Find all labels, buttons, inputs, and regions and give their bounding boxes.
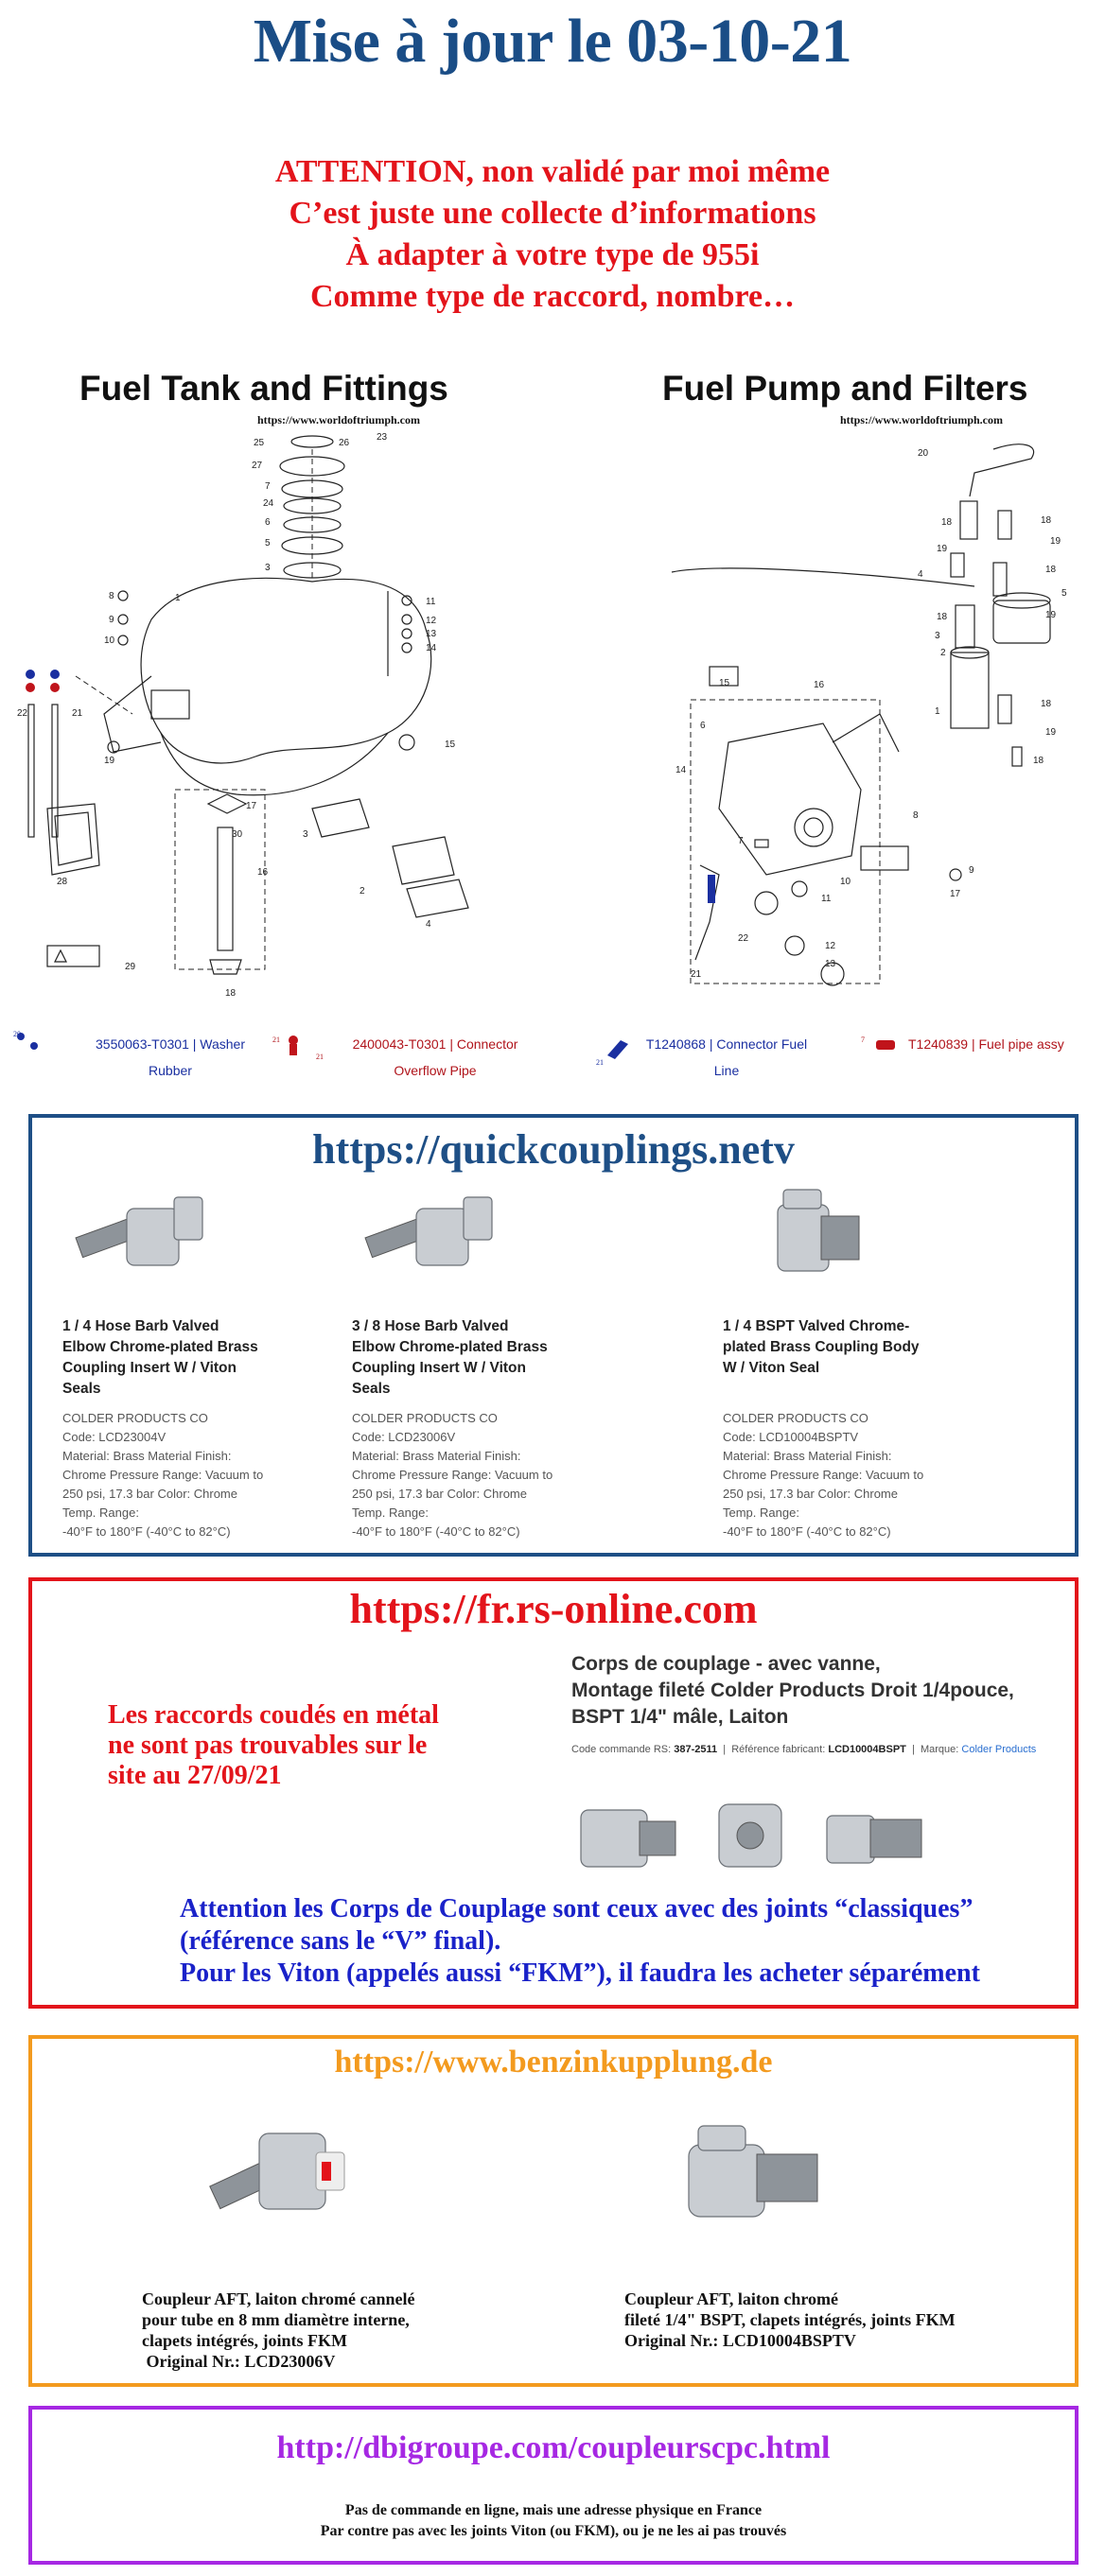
svg-text:18: 18 bbox=[225, 988, 237, 999]
desc-line: Coupleur AFT, laiton chromé bbox=[624, 2289, 839, 2308]
svg-text:17: 17 bbox=[246, 801, 257, 811]
svg-text:17: 17 bbox=[950, 889, 961, 899]
product-desc-line: Temp. Range: bbox=[352, 1506, 429, 1520]
rs-unavailable-note bbox=[108, 1700, 439, 1791]
rs-brand-label: Marque: bbox=[920, 1744, 959, 1755]
product-desc-line: Temp. Range: bbox=[723, 1506, 799, 1520]
product-name-line: W / Viton Seal bbox=[723, 1360, 820, 1376]
legend-item-fuel-pipe bbox=[908, 1031, 1097, 1057]
desc-line: fileté 1/4" BSPT, clapets intégrés, joints FKM bbox=[624, 2310, 956, 2329]
svg-text:2: 2 bbox=[940, 648, 946, 658]
svg-text:16: 16 bbox=[257, 867, 269, 878]
rs-title-line: Montage fileté Colder Products Droit 1/4pouce, bbox=[571, 1680, 1014, 1701]
product-desc-line: -40°F to 180°F (-40°C to 82°C) bbox=[62, 1524, 231, 1539]
svg-text:25: 25 bbox=[254, 438, 265, 448]
product-desc-line: Chrome Pressure Range: Vacuum to bbox=[352, 1468, 553, 1482]
svg-text:7: 7 bbox=[738, 836, 744, 846]
legend-line: T1240868 | Connector Fuel bbox=[645, 1036, 808, 1052]
svg-text:29: 29 bbox=[125, 962, 136, 972]
product-desc-line: Material: Brass Material Finish: bbox=[62, 1449, 232, 1463]
svg-text:3: 3 bbox=[303, 829, 308, 840]
svg-text:20: 20 bbox=[13, 1030, 21, 1038]
warning-line: À adapter à votre type de 955i bbox=[345, 237, 760, 272]
desc-line: Original Nr.: LCD23006V bbox=[142, 2352, 336, 2371]
svg-text:12: 12 bbox=[825, 941, 836, 951]
rs-code-label: Code commande RS: bbox=[571, 1744, 672, 1755]
svg-text:19: 19 bbox=[1045, 610, 1057, 620]
product-name-line: Seals bbox=[62, 1381, 101, 1397]
note-line: Pour les Viton (appelés aussi “FKM”), il faudra les acheter séparément bbox=[180, 1958, 980, 1988]
svg-text:11: 11 bbox=[821, 894, 832, 904]
svg-text:9: 9 bbox=[969, 865, 974, 876]
dbigroupe-description bbox=[32, 2500, 1075, 2542]
rs-codes: Code commande RS: 387-2511 | Référence fabricant: LCD10004BSPT | Marque: Colder Products bbox=[571, 1744, 1037, 1755]
rs-code-value: 387-2511 bbox=[674, 1744, 718, 1755]
svg-text:19: 19 bbox=[104, 756, 115, 766]
fuel-pump-diagram-url: https://www.worldoftriumph.com bbox=[840, 413, 1004, 426]
quickcouplings-url[interactable]: https://quickcouplings.netv bbox=[312, 1126, 795, 1173]
desc-line: Par contre pas avec les joints Viton (ou FKM), ou je ne les ai pas trouvés bbox=[320, 2523, 787, 2539]
svg-text:1: 1 bbox=[175, 593, 181, 603]
product-code: Code: LCD10004BSPTV bbox=[723, 1430, 859, 1444]
product-name bbox=[723, 1316, 920, 1379]
product-name bbox=[62, 1316, 258, 1400]
desc-line: clapets intégrés, joints FKM bbox=[142, 2331, 347, 2350]
svg-text:10: 10 bbox=[840, 877, 851, 887]
benzin-product-image-body bbox=[675, 2113, 836, 2236]
warning-line: C’est juste une collecte d’informations bbox=[289, 196, 816, 231]
page-title: Mise à jour le 03-10-21 bbox=[253, 7, 852, 76]
legend-line: Overflow Pipe bbox=[394, 1063, 477, 1078]
svg-text:18: 18 bbox=[941, 517, 953, 528]
product-desc-line: 250 psi, 17.3 bar Color: Chrome bbox=[352, 1487, 527, 1501]
svg-text:4: 4 bbox=[918, 569, 923, 580]
product-desc-line: 250 psi, 17.3 bar Color: Chrome bbox=[723, 1487, 898, 1501]
svg-text:14: 14 bbox=[426, 643, 437, 653]
svg-text:14: 14 bbox=[675, 765, 687, 775]
warning-line: ATTENTION, non validé par moi même bbox=[274, 154, 831, 189]
svg-text:19: 19 bbox=[1050, 536, 1061, 547]
svg-text:18: 18 bbox=[1033, 756, 1044, 766]
svg-text:18: 18 bbox=[1041, 515, 1052, 526]
desc-line: Original Nr.: LCD10004BSPTV bbox=[624, 2331, 856, 2350]
product-name-line: 3 / 8 Hose Barb Valved bbox=[352, 1318, 509, 1334]
product-meta bbox=[62, 1409, 263, 1541]
svg-text:7: 7 bbox=[265, 481, 271, 492]
benzin-right-description bbox=[624, 2289, 956, 2351]
svg-text:18: 18 bbox=[937, 612, 948, 622]
svg-text:5: 5 bbox=[265, 538, 271, 548]
washer-thumbnail-icon bbox=[13, 1029, 45, 1055]
product-image-elbow-3-8 bbox=[360, 1188, 520, 1282]
product-name-line: Seals bbox=[352, 1381, 391, 1397]
svg-text:15: 15 bbox=[719, 678, 730, 688]
dbigroupe-section bbox=[28, 2406, 1079, 2565]
product-brand: COLDER PRODUCTS CO bbox=[352, 1411, 498, 1425]
legend-line: 3550063-T0301 | Washer bbox=[96, 1036, 245, 1052]
svg-text:19: 19 bbox=[937, 544, 948, 554]
product-meta bbox=[723, 1409, 923, 1541]
product-name-line: Elbow Chrome-plated Brass bbox=[62, 1339, 258, 1355]
legend-line: 2400043-T0301 | Connector bbox=[352, 1036, 518, 1052]
svg-text:27: 27 bbox=[252, 461, 263, 471]
rs-product-image-1 bbox=[571, 1791, 685, 1882]
legend-line: Rubber bbox=[149, 1063, 192, 1078]
svg-text:21: 21 bbox=[72, 708, 83, 719]
svg-text:5: 5 bbox=[1061, 588, 1067, 599]
note-line: site au 27/09/21 bbox=[108, 1761, 282, 1790]
note-line: Attention les Corps de Couplage sont ceux avec des joints “classiques” bbox=[180, 1894, 973, 1923]
connector-overflow-thumbnail-icon bbox=[269, 1031, 335, 1061]
product-name-line: Elbow Chrome-plated Brass bbox=[352, 1339, 548, 1355]
product-name-line: Coupling Insert W / Viton bbox=[352, 1360, 526, 1376]
svg-text:18: 18 bbox=[1045, 565, 1057, 575]
rs-product-image-2 bbox=[700, 1791, 804, 1882]
product-desc-line: Temp. Range: bbox=[62, 1506, 139, 1520]
svg-text:19: 19 bbox=[1045, 727, 1057, 738]
product-name-line: 1 / 4 BSPT Valved Chrome- bbox=[723, 1318, 910, 1334]
rs-title-line: BSPT 1/4" mâle, Laiton bbox=[571, 1706, 789, 1728]
benzin-left-description bbox=[142, 2289, 415, 2372]
product-desc-line: Material: Brass Material Finish: bbox=[352, 1449, 521, 1463]
benzinkupplung-url[interactable]: https://www.benzinkupplung.de bbox=[334, 2045, 773, 2080]
svg-text:30: 30 bbox=[232, 829, 243, 840]
svg-text:21: 21 bbox=[272, 1036, 280, 1044]
svg-text:26: 26 bbox=[339, 438, 350, 448]
product-desc-line: Chrome Pressure Range: Vacuum to bbox=[62, 1468, 264, 1482]
svg-text:18: 18 bbox=[1041, 699, 1052, 709]
desc-line: Pas de commande en ligne, mais une adresse physique en France bbox=[344, 2502, 763, 2518]
svg-text:23: 23 bbox=[377, 432, 388, 443]
product-image-body-bspt bbox=[761, 1178, 874, 1292]
quickcouplings-section bbox=[28, 1114, 1079, 1557]
svg-text:4: 4 bbox=[426, 919, 431, 930]
product-name-line: 1 / 4 Hose Barb Valved bbox=[62, 1318, 219, 1334]
svg-text:21: 21 bbox=[316, 1053, 324, 1061]
rs-online-section bbox=[28, 1577, 1079, 2009]
svg-text:9: 9 bbox=[109, 615, 114, 625]
desc-line: pour tube en 8 mm diamètre interne, bbox=[142, 2310, 410, 2329]
note-line: (référence sans le “V” final). bbox=[180, 1926, 501, 1956]
warning-line: Comme type de raccord, nombre… bbox=[309, 279, 796, 314]
fuel-tank-diagram-title: Fuel Tank and Fittings bbox=[79, 369, 448, 408]
product-code: Code: LCD23006V bbox=[352, 1430, 456, 1444]
svg-text:20: 20 bbox=[918, 448, 929, 459]
svg-text:21: 21 bbox=[691, 969, 702, 980]
rs-title-line: Corps de couplage - avec vanne, bbox=[571, 1653, 881, 1675]
svg-text:3: 3 bbox=[265, 563, 271, 573]
svg-text:8: 8 bbox=[109, 591, 114, 601]
svg-text:11: 11 bbox=[426, 597, 436, 607]
rs-mfr-label: Référence fabricant: bbox=[731, 1744, 826, 1755]
product-desc-line: -40°F to 180°F (-40°C to 82°C) bbox=[352, 1524, 520, 1539]
legend-item-connector-overflow bbox=[341, 1031, 530, 1084]
fuel-pipe-thumbnail-icon bbox=[857, 1033, 904, 1055]
product-meta bbox=[352, 1409, 552, 1541]
svg-text:15: 15 bbox=[445, 740, 456, 750]
product-desc-line: Chrome Pressure Range: Vacuum to bbox=[723, 1468, 924, 1482]
svg-text:1: 1 bbox=[935, 706, 940, 717]
svg-text:21: 21 bbox=[596, 1058, 604, 1067]
dbigroupe-url[interactable]: http://dbigroupe.com/coupleurscpc.html bbox=[276, 2430, 831, 2465]
product-desc-line: Material: Brass Material Finish: bbox=[723, 1449, 892, 1463]
rs-product-title bbox=[571, 1651, 1014, 1731]
svg-text:28: 28 bbox=[57, 877, 68, 887]
rs-viton-note bbox=[180, 1893, 980, 1990]
benzinkupplung-section bbox=[28, 2035, 1079, 2387]
legend-item-connector-fuel-line bbox=[632, 1031, 821, 1084]
desc-line: Coupleur AFT, laiton chromé cannelé bbox=[142, 2289, 415, 2308]
fuel-pump-diagram-title: Fuel Pump and Filters bbox=[662, 369, 1028, 408]
product-desc-line: -40°F to 180°F (-40°C to 82°C) bbox=[723, 1524, 891, 1539]
svg-text:2: 2 bbox=[360, 886, 365, 896]
legend-item-washer bbox=[76, 1031, 265, 1084]
svg-text:13: 13 bbox=[426, 629, 437, 639]
product-image-elbow-1-4 bbox=[70, 1188, 231, 1282]
svg-text:22: 22 bbox=[738, 933, 749, 944]
svg-text:10: 10 bbox=[104, 635, 115, 646]
svg-text:8: 8 bbox=[913, 810, 919, 821]
legend-line: Line bbox=[713, 1063, 740, 1078]
svg-text:6: 6 bbox=[265, 517, 271, 528]
note-line: Les raccords coudés en métal bbox=[108, 1700, 439, 1730]
product-code: Code: LCD23004V bbox=[62, 1430, 167, 1444]
rs-brand-link[interactable]: Colder Products bbox=[961, 1744, 1037, 1755]
svg-text:3: 3 bbox=[935, 631, 940, 641]
warning-block bbox=[0, 151, 1105, 318]
svg-text:7: 7 bbox=[861, 1036, 865, 1044]
product-name-line: plated Brass Coupling Body bbox=[723, 1339, 920, 1355]
product-brand: COLDER PRODUCTS CO bbox=[723, 1411, 868, 1425]
product-name-line: Coupling Insert W / Viton bbox=[62, 1360, 237, 1376]
svg-text:12: 12 bbox=[426, 616, 437, 626]
fuel-tank-diagram-url: https://www.worldoftriumph.com bbox=[257, 413, 421, 426]
rs-product-image-3 bbox=[817, 1791, 931, 1882]
rs-mfr-value: LCD10004BSPT bbox=[828, 1744, 906, 1755]
svg-text:13: 13 bbox=[825, 959, 836, 969]
fuel-pump-exploded-diagram bbox=[577, 430, 1096, 1012]
note-line: ne sont pas trouvables sur le bbox=[108, 1731, 428, 1760]
benzin-product-image-elbow bbox=[184, 2115, 363, 2247]
svg-text:24: 24 bbox=[263, 498, 274, 509]
product-brand: COLDER PRODUCTS CO bbox=[62, 1411, 208, 1425]
product-name bbox=[352, 1316, 548, 1400]
svg-text:22: 22 bbox=[17, 708, 28, 719]
legend-line: T1240839 | Fuel pipe assy bbox=[908, 1036, 1064, 1052]
svg-text:16: 16 bbox=[814, 680, 825, 690]
rs-online-url[interactable]: https://fr.rs-online.com bbox=[349, 1586, 758, 1632]
svg-text:6: 6 bbox=[700, 721, 706, 731]
product-desc-line: 250 psi, 17.3 bar Color: Chrome bbox=[62, 1487, 237, 1501]
fuel-tank-exploded-diagram bbox=[9, 430, 539, 1012]
